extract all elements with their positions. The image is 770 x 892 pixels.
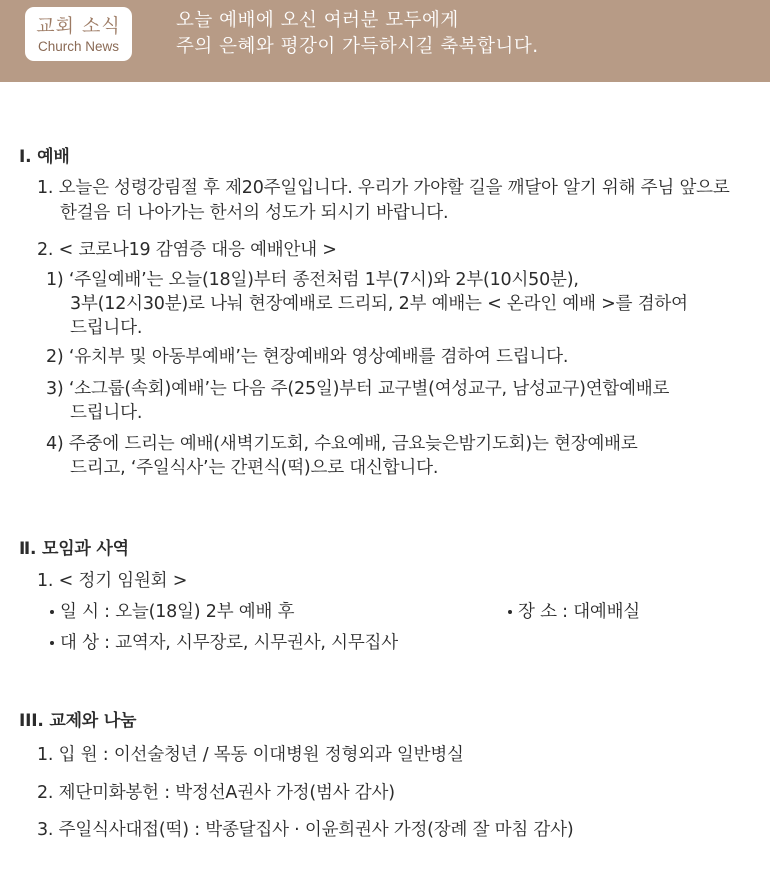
meeting-time [50,600,294,624]
section-worship-title: Ⅰ. 예배 [19,147,70,167]
worship-item-1-line-2: 한걸음 더 나아가는 한서의 성도가 되시기 바랍니다. [60,203,449,223]
fellowship-item-3: 3. 주일식사대접(떡) : 박종달집사 · 이윤희권사 가정(장례 잘 마침 감사) [37,820,574,840]
church-news-badge [25,7,132,61]
section-fellowship-title: III. 교제와 나눔 [19,711,137,731]
badge-title-english: Church News [37,39,120,54]
worship-sub-1-line-2: 3부(12시30분)로 나눠 현장예배로 드리되, 2부 예배는 < 온라인 예배 >를 겸하여 [70,294,688,314]
meetings-item-1: 1. < 정기 임원회 > [37,571,188,591]
worship-sub-1-line-1: 1) ‘주일예배’는 오늘(18일)부터 종전처럼 1부(7시)와 2부(10시50분), [46,270,579,290]
greeting-message [176,8,539,60]
worship-sub-4-line-2: 드리고, ‘주일식사’는 간편식(떡)으로 대신합니다. [70,458,439,478]
section-meetings-title: Ⅱ. 모임과 사역 [19,539,129,559]
meeting-attendees-text: 대 상 : 교역자, 시무장로, 시무권사, 시무집사 [60,633,398,653]
badge-title-korean: 교회 소식 [36,15,121,37]
worship-sub-2: 2) ‘유치부 및 아동부예배’는 현장예배와 영상예배를 겸하여 드립니다. [46,347,569,367]
worship-sub-1-line-3: 드립니다. [70,318,143,338]
greeting-line-1: 오늘 예배에 오신 여러분 모두에게 [176,10,459,31]
bullet-dot [50,641,54,645]
greeting-line-2: 주의 은혜와 평강이 가득하시길 축복합니다. [176,36,539,57]
bullet-dot [50,610,54,614]
fellowship-item-1: 1. 입 원 : 이선술청년 / 목동 이대병원 정형외과 일반병실 [37,745,464,765]
meeting-time-text: 일 시 : 오늘(18일) 2부 예배 후 [60,602,295,622]
worship-sub-3-line-1: 3) ‘소그룹(속회)예배’는 다음 주(25일)부터 교구별(여성교구, 남성교구)연합예배로 [46,379,670,399]
meeting-place-text: 장 소 : 대예배실 [518,602,641,622]
worship-sub-3-line-2: 드립니다. [70,403,143,423]
meeting-place [508,600,640,624]
worship-sub-4-line-1: 4) 주중에 드리는 예배(새벽기도회, 수요예배, 금요늦은밤기도회)는 현장예배로 [46,434,638,454]
worship-item-2: 2. < 코로나19 감염증 대응 예배안내 > [37,240,337,260]
header-banner [0,0,770,82]
bullet-dot [508,610,512,614]
fellowship-item-2: 2. 제단미화봉헌 : 박정선A권사 가정(범사 감사) [37,783,395,803]
worship-item-1-line-1: 1. 오늘은 성령강림절 후 제20주일입니다. 우리가 가야할 길을 깨달아 알기 위해 주님 앞으로 [37,178,730,198]
meeting-attendees [50,631,398,655]
